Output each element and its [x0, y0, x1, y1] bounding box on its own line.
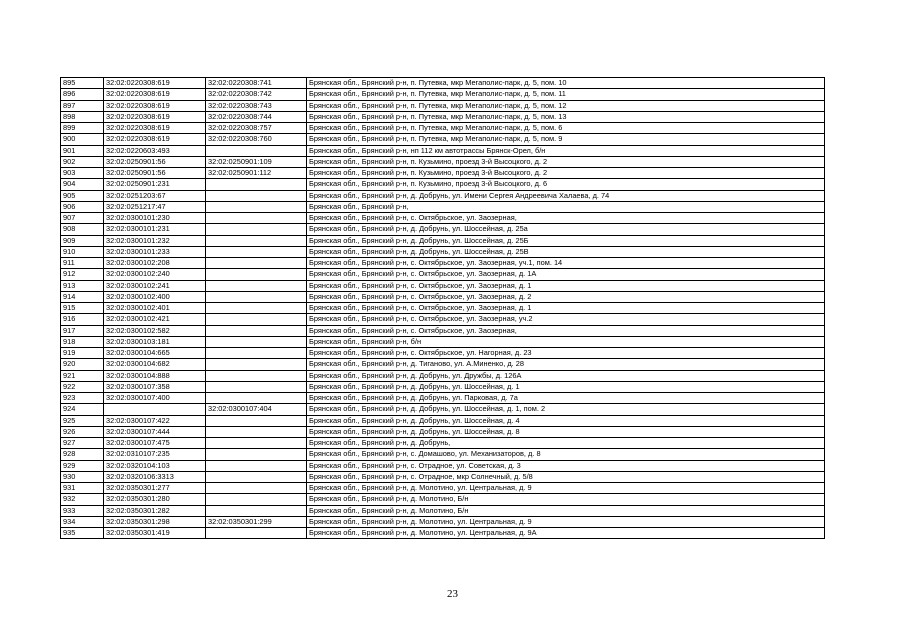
row-number-cell: 897 [61, 100, 104, 111]
sub-object-number-cell [206, 483, 307, 494]
registry-table-body [61, 78, 825, 539]
sub-object-number-cell: 32:02:0220308:757 [206, 123, 307, 134]
table-row [61, 235, 825, 246]
cadastral-number-cell: 32:02:0220603:493 [104, 145, 206, 156]
row-number-cell: 933 [61, 505, 104, 516]
row-number-cell: 917 [61, 325, 104, 336]
table-row [61, 505, 825, 516]
cadastral-number-cell: 32:02:0250901:231 [104, 179, 206, 190]
cadastral-number-cell: 32:02:0350301:282 [104, 505, 206, 516]
table-row [61, 393, 825, 404]
sub-object-number-cell [206, 426, 307, 437]
row-number-cell: 926 [61, 426, 104, 437]
row-number-cell: 901 [61, 145, 104, 156]
sub-object-number-cell [206, 201, 307, 212]
cadastral-number-cell: 32:02:0300101:230 [104, 213, 206, 224]
row-number-cell: 907 [61, 213, 104, 224]
cadastral-number-cell: 32:02:0251217:47 [104, 201, 206, 212]
cadastral-number-cell: 32:02:0250901:56 [104, 168, 206, 179]
address-cell: Брянская обл., Брянский р-н, п. Путевка, мкр Мегаполис-парк, д. 5, пом. 9 [307, 134, 825, 145]
sub-object-number-cell [206, 471, 307, 482]
cadastral-number-cell: 32:02:0300104:682 [104, 359, 206, 370]
row-number-cell: 928 [61, 449, 104, 460]
row-number-cell: 932 [61, 494, 104, 505]
cadastral-number-cell: 32:02:0300107:444 [104, 426, 206, 437]
table-row [61, 111, 825, 122]
table-row [61, 370, 825, 381]
row-number-cell: 927 [61, 438, 104, 449]
address-cell: Брянская обл., Брянский р-н, д. Добрунь, ул. Шоссейная, д. 1, пом. 2 [307, 404, 825, 415]
table-row [61, 291, 825, 302]
table-row [61, 303, 825, 314]
row-number-cell: 916 [61, 314, 104, 325]
row-number-cell: 899 [61, 123, 104, 134]
table-row [61, 404, 825, 415]
sub-object-number-cell [206, 449, 307, 460]
table-row [61, 483, 825, 494]
cadastral-number-cell: 32:02:0300102:421 [104, 314, 206, 325]
address-cell: Брянская обл., Брянский р-н, д. Молотино, ул. Центральная, д. 9 [307, 483, 825, 494]
table-row [61, 179, 825, 190]
sub-object-number-cell [206, 348, 307, 359]
row-number-cell: 924 [61, 404, 104, 415]
table-row [61, 494, 825, 505]
sub-object-number-cell: 32:02:0220308:744 [206, 111, 307, 122]
cadastral-number-cell: 32:02:0350301:298 [104, 516, 206, 527]
cadastral-number-cell: 32:02:0300107:422 [104, 415, 206, 426]
address-cell: Брянская обл., Брянский р-н, с. Отрадное, ул. Советская, д. 3 [307, 460, 825, 471]
sub-object-number-cell [206, 528, 307, 539]
table-row [61, 438, 825, 449]
address-cell: Брянская обл., Брянский р-н, с. Октябрьское, ул. Заозерная, [307, 325, 825, 336]
address-cell: Брянская обл., Брянский р-н, п. Кузьмино, проезд 3-й Высоцкого, д. 2 [307, 168, 825, 179]
row-number-cell: 930 [61, 471, 104, 482]
address-cell: Брянская обл., Брянский р-н, [307, 201, 825, 212]
address-cell: Брянская обл., Брянский р-н, с. Октябрьское, ул. Заозерная, д. 2 [307, 291, 825, 302]
table-row [61, 213, 825, 224]
table-row [61, 449, 825, 460]
sub-object-number-cell [206, 145, 307, 156]
sub-object-number-cell: 32:02:0300107:404 [206, 404, 307, 415]
address-cell: Брянская обл., Брянский р-н, п. Кузьмино, проезд 3-й Высоцкого, д. 2 [307, 156, 825, 167]
row-number-cell: 896 [61, 89, 104, 100]
row-number-cell: 923 [61, 393, 104, 404]
sub-object-number-cell: 32:02:0220308:741 [206, 78, 307, 89]
cadastral-number-cell: 32:02:0251203:67 [104, 190, 206, 201]
address-cell: Брянская обл., Брянский р-н, п. Путевка, мкр Мегаполис-парк, д. 5, пом. 11 [307, 89, 825, 100]
address-cell: Брянская обл., Брянский р-н, нп 112 км автотрассы Брянск-Орел, б/н [307, 145, 825, 156]
table-row [61, 123, 825, 134]
sub-object-number-cell: 32:02:0250901:112 [206, 168, 307, 179]
sub-object-number-cell [206, 460, 307, 471]
table-row [61, 258, 825, 269]
address-cell: Брянская обл., Брянский р-н, с. Домашово, ул. Механизаторов, д. 8 [307, 449, 825, 460]
cadastral-number-cell: 32:02:0300104:888 [104, 370, 206, 381]
cadastral-number-cell: 32:02:0300107:475 [104, 438, 206, 449]
sub-object-number-cell: 32:02:0220308:760 [206, 134, 307, 145]
address-cell: Брянская обл., Брянский р-н, д. Молотино, ул. Центральная, д. 9А [307, 528, 825, 539]
sub-object-number-cell [206, 179, 307, 190]
table-row [61, 336, 825, 347]
sub-object-number-cell [206, 505, 307, 516]
row-number-cell: 922 [61, 381, 104, 392]
cadastral-number-cell: 32:02:0350301:277 [104, 483, 206, 494]
table-row [61, 246, 825, 257]
address-cell: Брянская обл., Брянский р-н, д. Добрунь, ул. Дружбы, д. 126А [307, 370, 825, 381]
address-cell: Брянская обл., Брянский р-н, с. Октябрьское, ул. Заозерная, уч.1, пом. 14 [307, 258, 825, 269]
table-row [61, 224, 825, 235]
sub-object-number-cell [206, 325, 307, 336]
cadastral-number-cell: 32:02:0300102:401 [104, 303, 206, 314]
cadastral-number-cell: 32:02:0220308:619 [104, 100, 206, 111]
row-number-cell: 914 [61, 291, 104, 302]
sub-object-number-cell [206, 224, 307, 235]
row-number-cell: 895 [61, 78, 104, 89]
row-number-cell: 910 [61, 246, 104, 257]
row-number-cell: 931 [61, 483, 104, 494]
table-row [61, 89, 825, 100]
cadastral-number-cell: 32:02:0300101:232 [104, 235, 206, 246]
cadastral-number-cell: 32:02:0320104:103 [104, 460, 206, 471]
address-cell: Брянская обл., Брянский р-н, п. Кузьмино, проезд 3-й Высоцкого, д. 6 [307, 179, 825, 190]
row-number-cell: 912 [61, 269, 104, 280]
sub-object-number-cell [206, 381, 307, 392]
address-cell: Брянская обл., Брянский р-н, д. Молотино, Б/н [307, 505, 825, 516]
cadastral-number-cell: 32:02:0220308:619 [104, 89, 206, 100]
table-row [61, 78, 825, 89]
table-row [61, 156, 825, 167]
row-number-cell: 925 [61, 415, 104, 426]
cadastral-number-cell: 32:02:0310107:235 [104, 449, 206, 460]
table-row [61, 100, 825, 111]
row-number-cell: 906 [61, 201, 104, 212]
cadastral-number-cell: 32:02:0220308:619 [104, 111, 206, 122]
sub-object-number-cell: 32:02:0250901:109 [206, 156, 307, 167]
sub-object-number-cell [206, 494, 307, 505]
table-row [61, 516, 825, 527]
cadastral-number-cell: 32:02:0220308:619 [104, 123, 206, 134]
sub-object-number-cell [206, 246, 307, 257]
row-number-cell: 905 [61, 190, 104, 201]
cadastral-number-cell: 32:02:0220308:619 [104, 78, 206, 89]
cadastral-number-cell: 32:02:0300102:240 [104, 269, 206, 280]
address-cell: Брянская обл., Брянский р-н, д. Добрунь, ул. Имени Сергея Андреевича Халаева, д. 74 [307, 190, 825, 201]
address-cell: Брянская обл., Брянский р-н, п. Путевка, мкр Мегаполис-парк, д. 5, пом. 10 [307, 78, 825, 89]
cadastral-number-cell: 32:02:0320106:3313 [104, 471, 206, 482]
table-row [61, 190, 825, 201]
sub-object-number-cell: 32:02:0220308:743 [206, 100, 307, 111]
table-row [61, 471, 825, 482]
row-number-cell: 919 [61, 348, 104, 359]
table-row [61, 528, 825, 539]
table-row [61, 168, 825, 179]
cadastral-number-cell: 32:02:0300102:208 [104, 258, 206, 269]
address-cell: Брянская обл., Брянский р-н, с. Октябрьское, ул. Нагорная, д. 23 [307, 348, 825, 359]
address-cell: Брянская обл., Брянский р-н, с. Октябрьское, ул. Заозерная, [307, 213, 825, 224]
address-cell: Брянская обл., Брянский р-н, с. Октябрьское, ул. Заозерная, уч.2 [307, 314, 825, 325]
row-number-cell: 918 [61, 336, 104, 347]
sub-object-number-cell [206, 291, 307, 302]
address-cell: Брянская обл., Брянский р-н, д. Добрунь, ул. Парковая, д. 7а [307, 393, 825, 404]
sub-object-number-cell [206, 393, 307, 404]
address-cell: Брянская обл., Брянский р-н, с. Октябрьское, ул. Заозерная, д. 1 [307, 303, 825, 314]
table-row [61, 145, 825, 156]
sub-object-number-cell [206, 269, 307, 280]
address-cell: Брянская обл., Брянский р-н, д. Добрунь, [307, 438, 825, 449]
address-cell: Брянская обл., Брянский р-н, с. Отрадное, мкр Солнечный, д. 5/8 [307, 471, 825, 482]
address-cell: Брянская обл., Брянский р-н, п. Путевка, мкр Мегаполис-парк, д. 5, пом. 13 [307, 111, 825, 122]
address-cell: Брянская обл., Брянский р-н, д. Добрунь, ул. Шоссейная, д. 8 [307, 426, 825, 437]
row-number-cell: 909 [61, 235, 104, 246]
row-number-cell: 900 [61, 134, 104, 145]
row-number-cell: 913 [61, 280, 104, 291]
row-number-cell: 903 [61, 168, 104, 179]
sub-object-number-cell [206, 359, 307, 370]
sub-object-number-cell [206, 280, 307, 291]
cadastral-number-cell: 32:02:0300107:400 [104, 393, 206, 404]
address-cell: Брянская обл., Брянский р-н, с. Октябрьское, ул. Заозерная, д. 1 [307, 280, 825, 291]
row-number-cell: 915 [61, 303, 104, 314]
sub-object-number-cell: 32:02:0350301:299 [206, 516, 307, 527]
table-row [61, 359, 825, 370]
row-number-cell: 904 [61, 179, 104, 190]
cadastral-number-cell: 32:02:0300102:241 [104, 280, 206, 291]
cadastral-number-cell: 32:02:0300101:231 [104, 224, 206, 235]
row-number-cell: 934 [61, 516, 104, 527]
cadastral-number-cell: 32:02:0250901:56 [104, 156, 206, 167]
row-number-cell: 898 [61, 111, 104, 122]
sub-object-number-cell [206, 370, 307, 381]
cadastral-number-cell: 32:02:0300102:582 [104, 325, 206, 336]
row-number-cell: 908 [61, 224, 104, 235]
cadastral-number-cell: 32:02:0350301:419 [104, 528, 206, 539]
cadastral-number-cell: 32:02:0300102:400 [104, 291, 206, 302]
sub-object-number-cell: 32:02:0220308:742 [206, 89, 307, 100]
table-row [61, 134, 825, 145]
table-row [61, 381, 825, 392]
sub-object-number-cell [206, 438, 307, 449]
address-cell: Брянская обл., Брянский р-н, д. Тиганово, ул. А.Миненко, д. 28 [307, 359, 825, 370]
address-cell: Брянская обл., Брянский р-н, д. Молотино, ул. Центральная, д. 9 [307, 516, 825, 527]
table-row [61, 201, 825, 212]
table-row [61, 426, 825, 437]
sub-object-number-cell [206, 258, 307, 269]
cadastral-number-cell: 32:02:0300107:358 [104, 381, 206, 392]
row-number-cell: 920 [61, 359, 104, 370]
property-registry-table [60, 77, 825, 539]
address-cell: Брянская обл., Брянский р-н, д. Молотино, Б/н [307, 494, 825, 505]
sub-object-number-cell [206, 303, 307, 314]
address-cell: Брянская обл., Брянский р-н, д. Добрунь, ул. Шоссейная, д. 4 [307, 415, 825, 426]
address-cell: Брянская обл., Брянский р-н, с. Октябрьское, ул. Заозерная, д. 1А [307, 269, 825, 280]
row-number-cell: 911 [61, 258, 104, 269]
address-cell: Брянская обл., Брянский р-н, п. Путевка, мкр Мегаполис-парк, д. 5, пом. 6 [307, 123, 825, 134]
table-row [61, 280, 825, 291]
sub-object-number-cell [206, 314, 307, 325]
sub-object-number-cell [206, 190, 307, 201]
table-row [61, 325, 825, 336]
address-cell: Брянская обл., Брянский р-н, б/н [307, 336, 825, 347]
address-cell: Брянская обл., Брянский р-н, д. Добрунь, ул. Шоссейная, д. 25Б [307, 235, 825, 246]
cadastral-number-cell: 32:02:0300104:665 [104, 348, 206, 359]
page-number: 23 [447, 588, 458, 600]
address-cell: Брянская обл., Брянский р-н, п. Путевка, мкр Мегаполис-парк, д. 5, пом. 12 [307, 100, 825, 111]
row-number-cell: 929 [61, 460, 104, 471]
table-row [61, 415, 825, 426]
address-cell: Брянская обл., Брянский р-н, д. Добрунь, ул. Шоссейная, д. 1 [307, 381, 825, 392]
sub-object-number-cell [206, 415, 307, 426]
table-row [61, 314, 825, 325]
sub-object-number-cell [206, 235, 307, 246]
row-number-cell: 935 [61, 528, 104, 539]
table-row [61, 460, 825, 471]
cadastral-number-cell [104, 404, 206, 415]
cadastral-number-cell: 32:02:0300101:233 [104, 246, 206, 257]
cadastral-number-cell: 32:02:0220308:619 [104, 134, 206, 145]
row-number-cell: 921 [61, 370, 104, 381]
sub-object-number-cell [206, 213, 307, 224]
address-cell: Брянская обл., Брянский р-н, д. Добрунь, ул. Шоссейная, д. 25В [307, 246, 825, 257]
table-row [61, 269, 825, 280]
table-row [61, 348, 825, 359]
cadastral-number-cell: 32:02:0300103:181 [104, 336, 206, 347]
cadastral-number-cell: 32:02:0350301:280 [104, 494, 206, 505]
sub-object-number-cell [206, 336, 307, 347]
address-cell: Брянская обл., Брянский р-н, д. Добрунь, ул. Шоссейная, д. 25а [307, 224, 825, 235]
row-number-cell: 902 [61, 156, 104, 167]
